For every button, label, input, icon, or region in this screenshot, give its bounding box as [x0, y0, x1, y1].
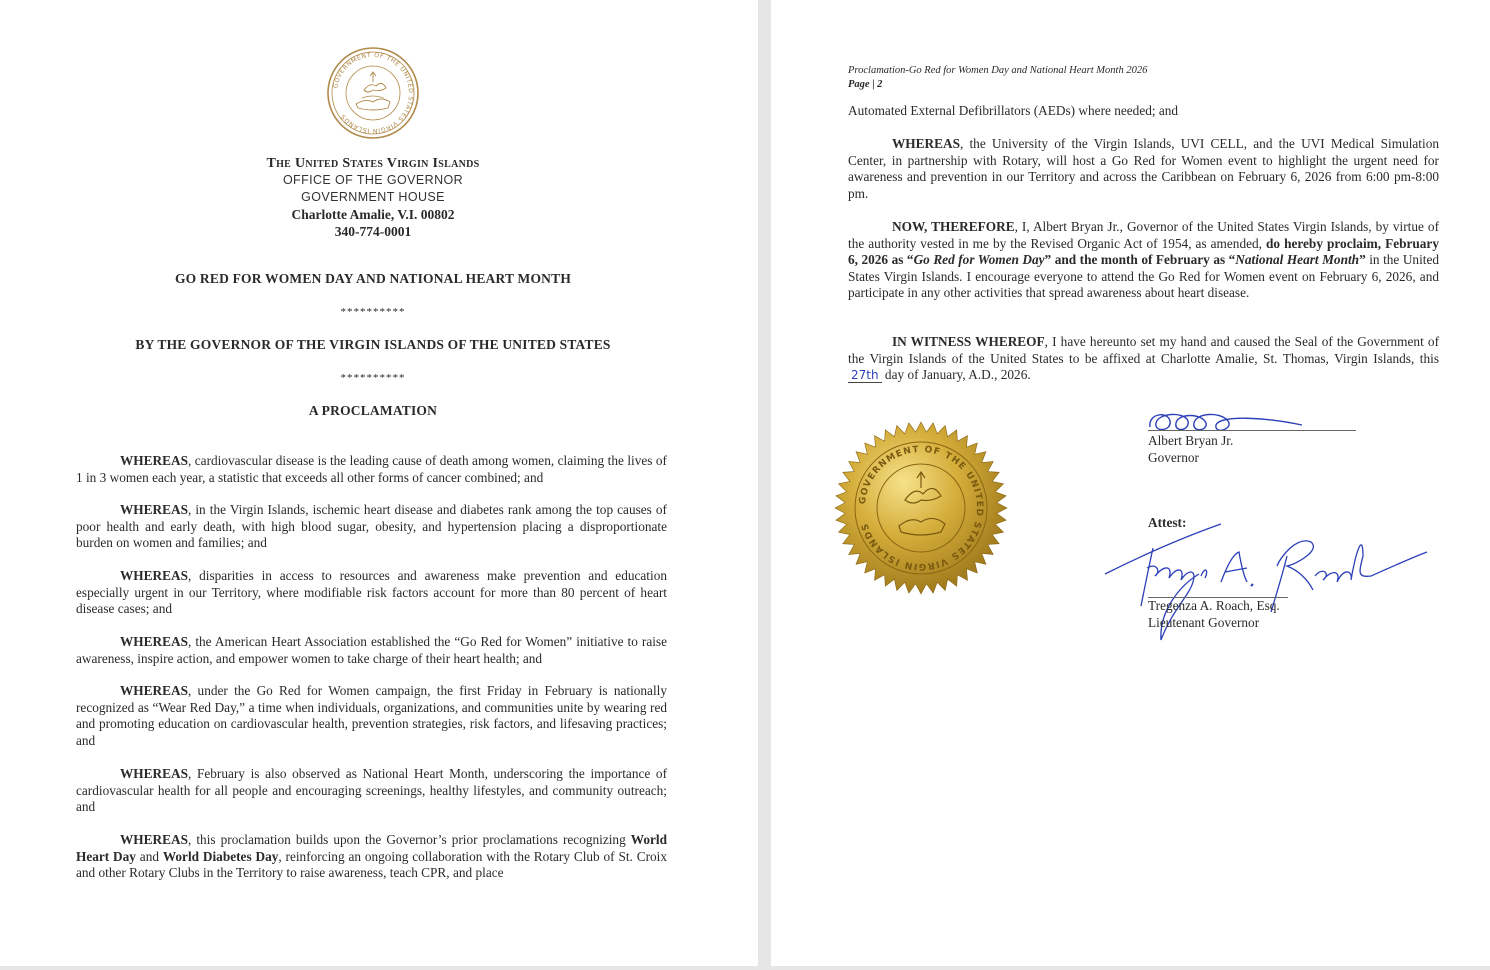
- header-phone: 340-774-0001: [334, 224, 412, 239]
- attest-label: Attest:: [1148, 515, 1187, 530]
- header-house: GOVERNMENT HOUSE: [301, 190, 445, 204]
- governor-signature-line: [1148, 430, 1356, 431]
- handwritten-day: 27th: [848, 368, 882, 383]
- header-territory: The United States Virgin Islands: [266, 156, 480, 171]
- proclamation-subtitle: BY THE GOVERNOR OF THE VIRGIN ISLANDS OF THE UNITED STATES: [135, 337, 611, 352]
- whereas-paragraph: WHEREAS, this proclamation builds upon the Governor’s prior proclamations recognizing World Heart Day and World Diabetes Day, reinforcing an ongoing collaboration with the Rotary Club of St. Croix and other Rotary Clubs in the Territory to raise awareness, teach CPR, and place: [76, 832, 667, 881]
- witness-paragraph: IN WITNESS WHEREOF, I have hereunto set my hand and caused the Seal of the Government of the Virgin Islands of the United States to be affixed at Charlotte Amalie, St. Thomas, Virgin Islands, this 27th day of January, A.D., 2026.: [848, 334, 1439, 383]
- whereas-paragraph: WHEREAS, the American Heart Association established the “Go Red for Women” initiative to raise awareness, inspire action, and empower women to take charge of their heart health; and: [76, 634, 667, 666]
- government-seal-emblem: [326, 46, 420, 140]
- whereas-paragraph: WHEREAS, the University of the Virgin Islands, UVI CELL, and the UVI Medical Simulation Center, in partnership with Rotary, will host a Go Red for Women event to highlight the urgent need for awareness and prevention in our Territory and across the Caribbean on February 6, 2026 from 6:00 pm-8:00 pm.: [848, 136, 1439, 201]
- whereas-paragraph: WHEREAS, February is also observed as National Heart Month, underscoring the importance of cardiovascular health for all people and encouraging screenings, healthy lifestyles, and community outreach; and: [76, 766, 667, 815]
- governor-title: Governor: [1148, 450, 1199, 465]
- lt-governor-name: Tregenza A. Roach, Esq.: [1148, 598, 1280, 613]
- svg-text:GOVERNMENT OF THE UNITED STATE: GOVERNMENT OF THE UNITED STATES VIRGIN ISLANDS: [332, 51, 415, 135]
- separator-stars: **********: [340, 372, 406, 384]
- separator-stars: **********: [340, 306, 406, 318]
- whereas-paragraph: WHEREAS, disparities in access to resources and awareness make prevention and education especially urgent in our Territory, where modifiable risk factors account for more than 80 percent of heart disease cases; and: [76, 568, 667, 617]
- proclamation-title: GO RED FOR WOMEN DAY AND NATIONAL HEART MONTH: [174, 271, 572, 286]
- now-therefore-paragraph: NOW, THEREFORE, I, Albert Bryan Jr., Governor of the United States Virgin Islands, by virtue of the authority vested in me by the Revised Organic Act of 1954, as amended, do hereby proclaim, February 6, 2026 as “Go Red for Women Day” and the month of February as “National Heart Month” in the United States Virgin Islands. I encourage everyone to attend the Go Red for Women event on February 6, 2026, and participate in any other activities that spread awareness about heart disease.: [848, 219, 1440, 301]
- whereas-paragraph: WHEREAS, under the Go Red for Women campaign, the first Friday in February is nationally recognized as “Wear Red Day,” a time when individuals, organizations, and communities unite by wearing red and promoting education on cardiovascular health, prevention strategies, risk factors, and lifesaving practices; and: [76, 683, 667, 748]
- carryover-text: Automated External Defibrillators (AEDs) where needed; and: [848, 103, 1179, 118]
- lt-governor-title: Lieutenant Governor: [1148, 615, 1260, 630]
- header-address: Charlotte Amalie, V.I. 00802: [291, 207, 455, 222]
- gold-seal-emblem: [833, 420, 1009, 596]
- governor-name: Albert Bryan Jr.: [1148, 433, 1234, 448]
- svg-text:GOVERNMENT OF THE UNITED STATE: GOVERNMENT OF THE UNITED STATES VIRGIN ISLANDS: [858, 444, 985, 572]
- running-header: Proclamation-Go Red for Women Day and National Heart Month 2026: [848, 65, 1148, 76]
- document-page-2: [771, 0, 1490, 966]
- proclamation-heading: A PROCLAMATION: [308, 403, 438, 418]
- whereas-paragraph: WHEREAS, cardiovascular disease is the leading cause of death among women, claiming the lives of 1 in 3 women each year, a statistic that exceeds all other forms of cancer combined; and: [76, 453, 667, 485]
- header-office: OFFICE OF THE GOVERNOR: [282, 173, 464, 187]
- page-number: Page | 2: [848, 79, 883, 90]
- whereas-paragraph: WHEREAS, in the Virgin Islands, ischemic heart disease and diabetes rank among the top causes of poor health and early death, with high blood sugar, obesity, and hypertension placing a disproportionate burden on women and families; and: [76, 502, 667, 551]
